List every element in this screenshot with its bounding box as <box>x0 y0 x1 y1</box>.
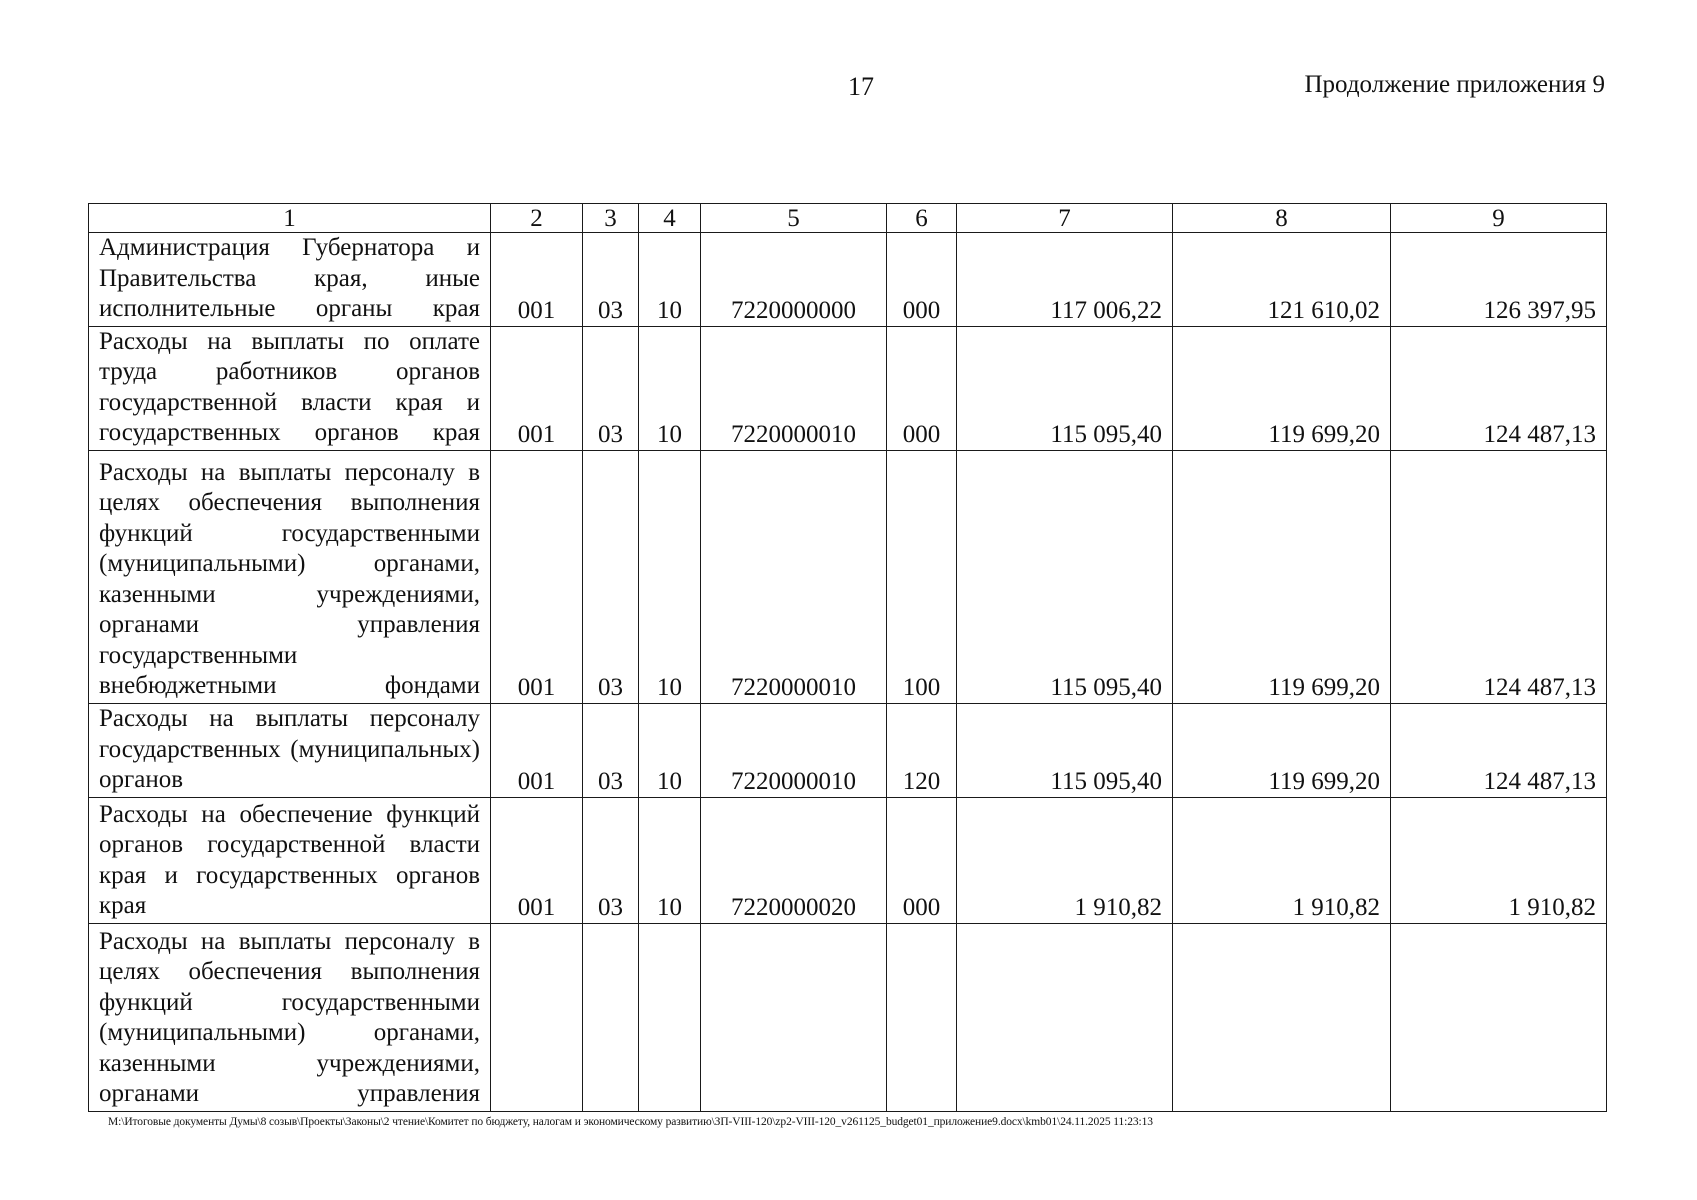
file-path-footer: M:\Итоговые документы Думы\8 созыв\Проекты\Законы\2 чтение\Комитет по бюджету, налогам и экономическому развитию\ЗП-VIII-120\zp2-VIII-120_v261125_budget01_приложение9.docx\kmb01\24.11.2025 11:23:13 <box>108 1116 1153 1128</box>
table-row <box>89 703 1607 797</box>
column-header: 3 <box>583 204 639 233</box>
amount-col8: 119 699,20 <box>1173 326 1391 450</box>
amount-col8: 119 699,20 <box>1173 703 1391 797</box>
amount-col7: 115 095,40 <box>957 450 1173 703</box>
row-description: Расходы на выплаты персоналу в целях обеспечения выполнения функций государственными (муниципальными) органами, казенными учреждениями, органами управления <box>89 923 491 1111</box>
ministry-code: 001 <box>491 703 583 797</box>
target-article-code: 7220000000 <box>701 233 887 327</box>
table-row <box>89 797 1607 923</box>
column-header: 4 <box>639 204 701 233</box>
empty-cell <box>1173 923 1391 1111</box>
table-row <box>89 923 1607 1111</box>
amount-col7: 115 095,40 <box>957 703 1173 797</box>
target-article-code: 7220000020 <box>701 797 887 923</box>
amount-col7: 117 006,22 <box>957 233 1173 327</box>
amount-col9: 1 910,82 <box>1391 797 1607 923</box>
row-description: Расходы на выплаты персоналу в целях обеспечения выполнения функций государственными (муниципальными) органами, казенными учреждениями, органами управления государственными внебюджетными фондами <box>89 450 491 703</box>
amount-col9: 124 487,13 <box>1391 703 1607 797</box>
expense-type-code: 000 <box>887 233 957 327</box>
target-article-code: 7220000010 <box>701 326 887 450</box>
expense-type-code: 120 <box>887 703 957 797</box>
amount-col9: 124 487,13 <box>1391 326 1607 450</box>
section-code: 03 <box>583 703 639 797</box>
section-code: 03 <box>583 326 639 450</box>
row-description: Администрация Губернатора и Правительства края, иные исполнительные органы края <box>89 233 491 327</box>
section-code: 03 <box>583 450 639 703</box>
expense-type-code: 100 <box>887 450 957 703</box>
column-header: 6 <box>887 204 957 233</box>
empty-cell <box>957 923 1173 1111</box>
column-header: 8 <box>1173 204 1391 233</box>
ministry-code: 001 <box>491 450 583 703</box>
section-code: 03 <box>583 797 639 923</box>
empty-cell <box>491 923 583 1111</box>
amount-col8: 119 699,20 <box>1173 450 1391 703</box>
column-header: 9 <box>1391 204 1607 233</box>
amount-col7: 115 095,40 <box>957 326 1173 450</box>
target-article-code: 7220000010 <box>701 450 887 703</box>
expense-type-code: 000 <box>887 797 957 923</box>
subsection-code: 10 <box>639 326 701 450</box>
column-header: 1 <box>89 204 491 233</box>
column-header: 2 <box>491 204 583 233</box>
target-article-code: 7220000010 <box>701 703 887 797</box>
amount-col7: 1 910,82 <box>957 797 1173 923</box>
subsection-code: 10 <box>639 450 701 703</box>
column-header: 7 <box>957 204 1173 233</box>
expense-type-code: 000 <box>887 326 957 450</box>
table-row <box>89 450 1607 703</box>
budget-table <box>88 203 1607 1112</box>
empty-cell <box>1391 923 1607 1111</box>
column-number-row <box>89 204 1607 233</box>
amount-col9: 124 487,13 <box>1391 450 1607 703</box>
subsection-code: 10 <box>639 233 701 327</box>
amount-col8: 1 910,82 <box>1173 797 1391 923</box>
column-header: 5 <box>701 204 887 233</box>
table-row <box>89 233 1607 327</box>
ministry-code: 001 <box>491 326 583 450</box>
amount-col9: 126 397,95 <box>1391 233 1607 327</box>
ministry-code: 001 <box>491 797 583 923</box>
page-number: 17 <box>848 72 874 101</box>
empty-cell <box>887 923 957 1111</box>
section-code: 03 <box>583 233 639 327</box>
ministry-code: 001 <box>491 233 583 327</box>
row-description: Расходы на обеспечение функций органов государственной власти края и государственных органов края <box>89 797 491 923</box>
appendix-continuation-label: Продолжение приложения 9 <box>1304 71 1605 98</box>
subsection-code: 10 <box>639 703 701 797</box>
row-description: Расходы на выплаты персоналу государственных (муниципальных) органов <box>89 703 491 797</box>
row-description: Расходы на выплаты по оплате труда работников органов государственной власти края и государственных органов края <box>89 326 491 450</box>
empty-cell <box>583 923 639 1111</box>
empty-cell <box>639 923 701 1111</box>
amount-col8: 121 610,02 <box>1173 233 1391 327</box>
table-row <box>89 326 1607 450</box>
empty-cell <box>701 923 887 1111</box>
subsection-code: 10 <box>639 797 701 923</box>
